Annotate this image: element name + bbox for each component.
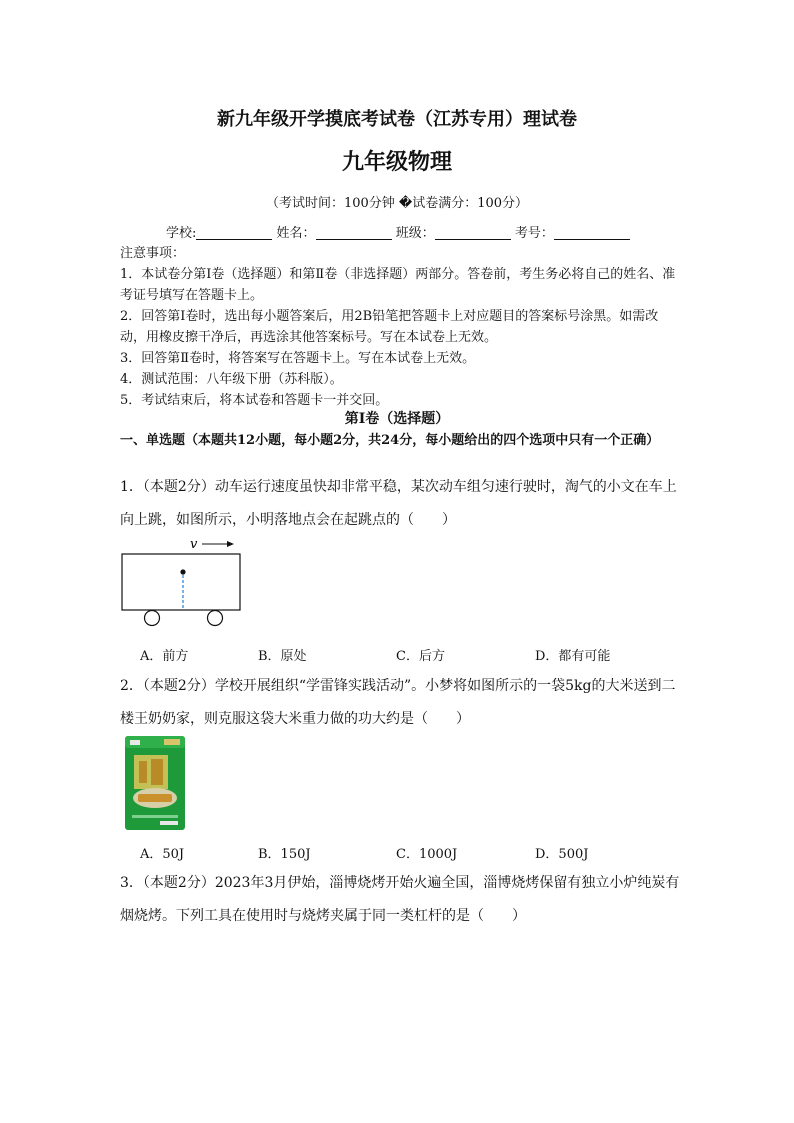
train-car <box>122 554 240 610</box>
wheel-left <box>145 611 160 626</box>
q1-option-c: C．后方 <box>396 649 445 664</box>
question-3-text: 3．（本题2分）2023年3月伊始，淄博烧烤开始火遍全国，淄博烧烤保留有独立小炉纯炭有烟烧烤。下列工具在使用时与烧烤夹属于同一类杠杆的是（ ） <box>120 875 680 924</box>
note-item-2: 2．回答第Ⅰ卷时，选出每小题答案后，用2B铅笔把答题卡上对应题目的答案标号涂黑。如需改动，用橡皮擦干净后，再选涂其他答案标号。写在本试卷上无效。 <box>120 309 659 345</box>
note-item-3: 3．回答第Ⅱ卷时，将答案写在答题卡上。写在本试卷上无效。 <box>120 351 476 366</box>
rice-bag-character-stroke-2 <box>151 759 163 785</box>
note-item-1: 1．本试卷分第Ⅰ卷（选择题）和第Ⅱ卷（非选择题）两部分。答卷前，考生务必将自己的姓名、准考证号填写在答题卡上。 <box>120 267 676 303</box>
rice-bag-weight-label <box>160 821 178 825</box>
notes-heading: 注意事项： <box>120 246 186 261</box>
person-dot <box>180 569 185 574</box>
school-blank <box>196 225 272 240</box>
question-2-text: 2．（本题2分）学校开展组织“学雷锋实践活动”。小梦将如图所示的一袋5kg的大米送到二楼王奶奶家，则克服这袋大米重力做的功大约是（ ） <box>120 678 676 727</box>
train-figure <box>118 536 248 628</box>
q2-option-a: A．50J <box>140 847 185 862</box>
velocity-label: v <box>190 537 198 552</box>
exam-info: （考试时间：100分钟 �试卷满分：100分） <box>265 196 529 211</box>
rice-bag-character-stroke-1 <box>139 761 147 783</box>
note-item-4: 4．测试范围：八年级下册（苏科版）。 <box>120 372 343 387</box>
number-label: 考号： <box>514 226 554 241</box>
school-label: 学校: <box>166 226 197 241</box>
note-item-5: 5．考试结束后，将本试卷和答题卡一并交回。 <box>120 393 389 408</box>
rice-bag-image <box>124 735 186 831</box>
class-label: 班级： <box>395 226 435 241</box>
name-label: 姓名： <box>276 226 316 241</box>
q1-option-b: B．原处 <box>258 649 307 664</box>
rice-bag-stripe <box>132 815 178 818</box>
velocity-arrow-head <box>227 541 234 547</box>
student-info-row <box>166 222 630 241</box>
q1-option-a: A．前方 <box>140 649 189 664</box>
rice-bag-banner <box>138 794 172 802</box>
number-blank <box>554 225 630 240</box>
class-blank <box>435 225 511 240</box>
section-title: 第Ⅰ卷（选择题） <box>344 411 450 427</box>
exam-title: 新九年级开学摸底考试卷（江苏专用）理试卷 <box>217 109 577 130</box>
wheel-right <box>208 611 223 626</box>
rice-bag-tag <box>164 739 180 745</box>
name-blank <box>316 225 392 240</box>
q2-option-d: D．500J <box>535 847 589 862</box>
part-heading: 一、单选题（本题共12小题，每小题2分，共24分，每小题给出的四个选项中只有一个正确） <box>120 433 660 448</box>
q1-option-d: D．都有可能 <box>535 649 611 664</box>
q2-option-b: B．150J <box>258 847 311 862</box>
question-1-text: 1．（本题2分）动车运行速度虽快却非常平稳，某次动车组匀速行驶时，淘气的小文在车上向上跳，如图所示，小明落地点会在起跳点的（ ） <box>120 479 677 528</box>
rice-bag-logo <box>130 740 140 745</box>
q2-option-c: C．1000J <box>396 847 458 862</box>
exam-subtitle: 九年级物理 <box>341 150 452 175</box>
